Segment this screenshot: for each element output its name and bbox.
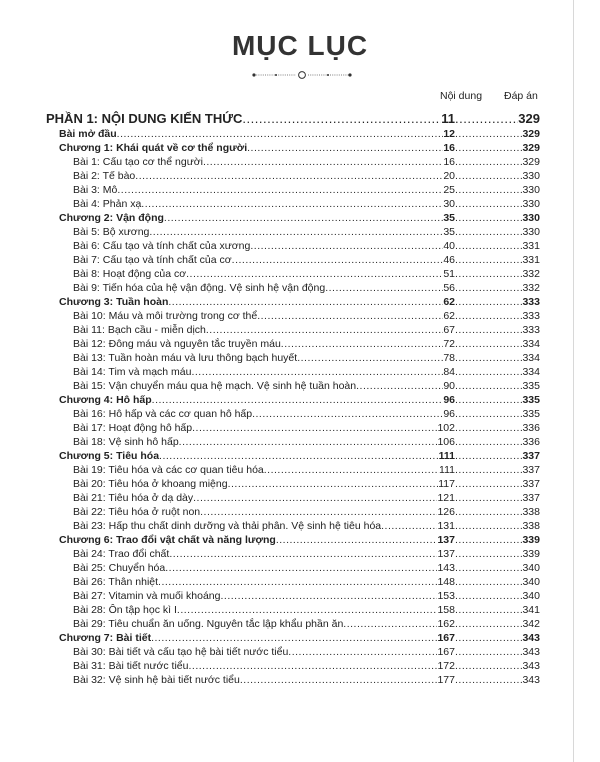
entry-answer-page: 343 [522, 674, 540, 686]
entry-title: Bài 8: Hoạt động của cơ [73, 268, 187, 280]
dot-leader [281, 337, 444, 351]
dot-leader [228, 477, 439, 491]
toc-entry[interactable] [46, 323, 540, 337]
entry-answer-page: 340 [522, 576, 540, 588]
dot-leader [455, 421, 522, 435]
dot-leader [149, 225, 443, 239]
entry-page: 16 [443, 156, 455, 168]
entry-page: 177 [437, 674, 455, 686]
entry-answer-page: 336 [522, 422, 540, 434]
entry-title: Bài 20: Tiêu hóa ở khoang miệng [73, 478, 228, 490]
dot-leader [455, 225, 522, 239]
entry-title: Bài 4: Phản xạ [73, 198, 142, 210]
entry-page: 35 [443, 212, 455, 224]
entry-page: 51 [443, 268, 455, 280]
column-header-content: Nội dung [440, 90, 483, 102]
dot-leader [455, 407, 522, 421]
toc-entry[interactable] [46, 505, 540, 519]
entry-page: 72 [443, 338, 455, 350]
entry-answer-page: 339 [522, 534, 540, 546]
dot-leader [247, 141, 443, 155]
entry-page: 16 [443, 142, 455, 154]
toc-entry[interactable] [46, 463, 540, 477]
entry-answer-page: 332 [522, 282, 540, 294]
entry-answer-page: 334 [522, 338, 540, 350]
dot-leader [158, 575, 437, 589]
entry-page: 30 [443, 198, 455, 210]
toc-entry[interactable] [46, 533, 540, 547]
entry-answer-page: 333 [522, 296, 540, 308]
dot-leader [455, 645, 522, 659]
dot-leader [193, 491, 437, 505]
dot-leader [455, 589, 522, 603]
toc-entry[interactable] [46, 603, 540, 617]
dot-leader [151, 631, 437, 645]
entry-answer-page: 339 [522, 548, 540, 560]
entry-page: 11 [441, 111, 455, 126]
dot-leader [186, 267, 443, 281]
dot-leader [455, 491, 522, 505]
toc-entry[interactable] [46, 267, 540, 281]
entry-page: 84 [443, 366, 455, 378]
dot-leader [164, 211, 443, 225]
entry-page: 143 [437, 562, 455, 574]
entry-answer-page: 335 [522, 380, 540, 392]
entry-answer-page: 338 [522, 520, 540, 532]
entry-title: Chương 6: Trao đổi vật chất và năng lượng [59, 534, 276, 546]
toc-entry[interactable] [46, 253, 540, 267]
toc-entry[interactable] [46, 617, 540, 631]
toc-entry[interactable] [46, 155, 540, 169]
dot-leader [177, 603, 438, 617]
entry-title: Bài 11: Bạch cầu - miễn dịch [73, 324, 206, 336]
entry-page: 90 [443, 380, 455, 392]
entry-answer-page: 330 [522, 198, 540, 210]
dot-leader [455, 463, 522, 477]
dot-leader [381, 519, 437, 533]
toc-entry[interactable] [46, 281, 540, 295]
entry-title: Bài 2: Tế bào [73, 170, 136, 182]
toc-entry[interactable] [46, 239, 540, 253]
dot-leader [159, 449, 439, 463]
dot-leader [455, 561, 522, 575]
entry-page: 40 [443, 240, 455, 252]
toc-entry[interactable] [46, 141, 540, 155]
toc-entry[interactable] [46, 351, 540, 365]
entry-answer-page: 330 [522, 212, 540, 224]
entry-page: 56 [443, 282, 455, 294]
entry-title: Bài 15: Vận chuyển máu qua hệ mạch. Vệ sinh hệ tuần hoàn [73, 380, 357, 392]
dot-leader [297, 351, 443, 365]
toc-entry[interactable] [46, 491, 540, 505]
entry-title: Bài 6: Cấu tạo và tính chất của xương [73, 240, 251, 252]
dot-leader [200, 505, 437, 519]
entry-answer-page: 337 [522, 450, 540, 462]
entry-title: Chương 4: Hô hấp [59, 394, 152, 406]
dot-leader [455, 351, 522, 365]
entry-answer-page: 331 [522, 240, 540, 252]
entry-answer-page: 343 [522, 660, 540, 672]
entry-page: 111 [438, 450, 455, 462]
entry-title: Bài 14: Tim và mạch máu [73, 366, 192, 378]
entry-title: Chương 1: Khái quát về cơ thể người [59, 142, 248, 154]
entry-title: Chương 3: Tuần hoàn [59, 296, 169, 308]
dot-leader [169, 547, 437, 561]
toc-entry[interactable] [46, 183, 540, 197]
toc-entry[interactable] [46, 659, 540, 673]
dot-leader [356, 379, 443, 393]
entry-title: Bài 19: Tiêu hóa và các cơ quan tiêu hóa [73, 464, 264, 476]
entry-title: Bài 22: Tiêu hóa ở ruột non [73, 506, 201, 518]
entry-title: Bài 3: Mô [73, 184, 118, 196]
toc-entry[interactable] [46, 365, 540, 379]
entry-page: 172 [437, 660, 455, 672]
toc-entry[interactable] [46, 673, 540, 687]
toc-entry[interactable] [46, 295, 540, 309]
entry-answer-page: 333 [522, 324, 540, 336]
entry-answer-page: 334 [522, 352, 540, 364]
entry-title: Bài 21: Tiêu hóa ở dạ dày [73, 492, 194, 504]
entry-title: Bài 28: Ôn tập học kì I [73, 604, 177, 616]
dot-leader [455, 477, 522, 491]
dot-leader [252, 407, 443, 421]
dot-leader [455, 365, 522, 379]
entry-page: 167 [437, 646, 455, 658]
dot-leader [455, 505, 522, 519]
entry-title: Bài 23: Hấp thu chất dinh dưỡng và thải phân. Vệ sinh hệ tiêu hóa [73, 520, 382, 532]
dot-leader [455, 141, 522, 155]
toc-entry[interactable] [46, 547, 540, 561]
dot-leader [242, 110, 441, 127]
dot-leader [455, 211, 522, 225]
dot-leader [455, 547, 522, 561]
toc-entry[interactable] [46, 127, 540, 141]
entry-title: Bài 25: Chuyển hóa [73, 562, 166, 574]
entry-answer-page: 343 [522, 632, 540, 644]
dot-leader [455, 449, 522, 463]
entry-answer-page: 336 [522, 436, 540, 448]
dot-leader [288, 645, 437, 659]
dot-leader [455, 603, 522, 617]
entry-page: 67 [443, 324, 455, 336]
entry-title: Bài 9: Tiến hóa của hệ vận động. Vệ sinh hệ vận động [73, 282, 326, 294]
dot-leader [179, 435, 438, 449]
dot-leader [455, 110, 518, 127]
entry-page: 153 [437, 590, 455, 602]
dot-leader [455, 617, 522, 631]
dot-leader [455, 519, 522, 533]
entry-page: 126 [437, 506, 455, 518]
entry-answer-page: 329 [522, 128, 540, 140]
entry-answer-page: 330 [522, 184, 540, 196]
entry-page: 35 [443, 226, 455, 238]
entry-answer-page: 332 [522, 268, 540, 280]
entry-page: 20 [443, 170, 455, 182]
toc-entry[interactable] [46, 407, 540, 421]
entry-title: Chương 2: Vận động [59, 212, 164, 224]
page-title: MỤC LỤC [231, 30, 369, 61]
entry-page: 137 [437, 548, 455, 560]
dot-leader [264, 463, 439, 477]
dot-leader [343, 617, 437, 631]
toc-entry[interactable] [46, 337, 540, 351]
dot-leader [455, 239, 522, 253]
dot-leader [232, 253, 444, 267]
entry-title: Bài 26: Thân nhiệt [73, 576, 159, 588]
dot-leader [325, 281, 443, 295]
entry-title: Chương 7: Bài tiết [59, 632, 152, 644]
entry-page: 96 [443, 394, 455, 406]
toc-entry[interactable] [46, 169, 540, 183]
dot-leader [203, 155, 443, 169]
dot-leader [455, 281, 522, 295]
dot-leader [135, 169, 443, 183]
dot-leader [192, 421, 437, 435]
entry-title: Bài 5: Bộ xương [73, 226, 150, 238]
entry-title: Bài 7: Cấu tạo và tính chất của cơ [73, 254, 232, 266]
entry-title: Bài 12: Đông máu và nguyên tắc truyền máu [73, 338, 281, 350]
entry-answer-page: 341 [522, 604, 540, 616]
entry-page: 117 [438, 478, 455, 490]
column-header-answers: Đáp án [504, 90, 538, 102]
entry-title: Bài 1: Cấu tạo cơ thể người [73, 156, 203, 168]
dot-leader [117, 183, 443, 197]
dot-leader [455, 197, 522, 211]
dot-leader [455, 631, 522, 645]
entry-title: Bài 13: Tuần hoàn máu và lưu thông bạch huyết [73, 352, 298, 364]
dot-leader [188, 659, 437, 673]
toc-entry[interactable] [46, 421, 540, 435]
dot-leader [191, 365, 443, 379]
entry-page: 102 [437, 422, 455, 434]
entry-page: 158 [437, 604, 455, 616]
entry-title: Bài 17: Hoạt động hô hấp [73, 422, 193, 434]
entry-answer-page: 334 [522, 366, 540, 378]
dot-leader [206, 323, 443, 337]
entry-title: Bài 10: Máu và môi trường trong cơ thể [73, 310, 258, 322]
entry-title: Bài 24: Trao đổi chất [73, 548, 170, 560]
entry-page: 137 [437, 534, 455, 546]
dot-leader [455, 253, 522, 267]
entry-page: 62 [443, 296, 455, 308]
toc-entry[interactable] [46, 631, 540, 645]
dot-leader [117, 127, 444, 141]
page-edge-divider [573, 0, 574, 762]
entry-title: Bài 18: Vệ sinh hô hấp [73, 436, 179, 448]
toc-entry[interactable] [46, 435, 540, 449]
dot-leader [455, 393, 522, 407]
title-ornament [252, 70, 352, 80]
dot-leader [455, 379, 522, 393]
dot-leader [152, 393, 444, 407]
entry-title: Chương 5: Tiêu hóa [59, 450, 160, 462]
entry-answer-page: 343 [522, 646, 540, 658]
dot-leader [257, 309, 443, 323]
entry-page: 96 [443, 408, 455, 420]
toc-entry[interactable] [46, 449, 540, 463]
entry-page: 12 [443, 128, 455, 140]
toc-entry[interactable] [46, 225, 540, 239]
entry-page: 162 [437, 618, 455, 630]
dot-leader [455, 183, 522, 197]
entry-answer-page: 335 [522, 394, 540, 406]
entry-page: 167 [437, 632, 455, 644]
dot-leader [240, 673, 438, 687]
entry-title: Bài 31: Bài tiết nước tiểu [73, 660, 189, 672]
dot-leader [455, 659, 522, 673]
dot-leader [141, 197, 443, 211]
entry-title: PHẦN 1: NỘI DUNG KIẾN THỨC [46, 111, 243, 126]
dot-leader [455, 127, 522, 141]
toc-entry[interactable] [46, 211, 540, 225]
entry-title: Bài mở đầu [59, 128, 117, 140]
entry-answer-page: 337 [522, 464, 540, 476]
toc-entry[interactable] [46, 589, 540, 603]
toc-entry[interactable] [46, 393, 540, 407]
dot-leader [455, 267, 522, 281]
entry-title: Bài 29: Tiêu chuẩn ăn uống. Nguyên tắc lập khẩu phần ăn [73, 618, 344, 630]
toc-entry[interactable] [46, 519, 540, 533]
entry-answer-page: 333 [522, 310, 540, 322]
toc-entry[interactable] [46, 309, 540, 323]
dot-leader [250, 239, 443, 253]
table-of-contents [46, 110, 540, 687]
dot-leader [165, 561, 437, 575]
entry-answer-page: 329 [518, 111, 540, 126]
toc-entry[interactable] [46, 575, 540, 589]
entry-answer-page: 338 [522, 506, 540, 518]
entry-page: 62 [443, 310, 455, 322]
entry-answer-page: 335 [522, 408, 540, 420]
entry-page: 46 [443, 254, 455, 266]
dot-leader [455, 575, 522, 589]
dot-leader [455, 309, 522, 323]
entry-answer-page: 337 [522, 492, 540, 504]
dot-leader [455, 337, 522, 351]
entry-answer-page: 337 [522, 478, 540, 490]
dot-leader [455, 169, 522, 183]
entry-answer-page: 330 [522, 170, 540, 182]
entry-title: Bài 32: Vệ sinh hệ bài tiết nước tiểu [73, 674, 240, 686]
dot-leader [455, 323, 522, 337]
entry-answer-page: 331 [522, 254, 540, 266]
toc-entry[interactable] [46, 645, 540, 659]
entry-title: Bài 30: Bài tiết và cấu tạo hệ bài tiết nước tiểu [73, 646, 289, 658]
toc-entry[interactable] [46, 379, 540, 393]
entry-page: 25 [443, 184, 455, 196]
entry-answer-page: 340 [522, 590, 540, 602]
dot-leader [455, 673, 522, 687]
entry-title: Bài 27: Vitamin và muối khoáng [73, 590, 221, 602]
entry-page: 121 [437, 492, 455, 504]
dot-leader [455, 435, 522, 449]
entry-title: Bài 16: Hô hấp và các cơ quan hô hấp [73, 408, 253, 420]
dot-leader [276, 533, 438, 547]
entry-answer-page: 340 [522, 562, 540, 574]
dot-leader [168, 295, 443, 309]
entry-page: 131 [437, 520, 455, 532]
entry-page: 78 [443, 352, 455, 364]
dot-leader [455, 533, 522, 547]
entry-page: 106 [437, 436, 455, 448]
toc-entry[interactable] [46, 197, 540, 211]
dot-leader [455, 155, 522, 169]
entry-page: 148 [437, 576, 455, 588]
dot-leader [220, 589, 437, 603]
entry-answer-page: 330 [522, 226, 540, 238]
toc-entry[interactable] [46, 477, 540, 491]
entry-answer-page: 342 [522, 618, 540, 630]
toc-entry[interactable] [46, 561, 540, 575]
entry-answer-page: 329 [522, 156, 540, 168]
entry-answer-page: 329 [522, 142, 540, 154]
dot-leader [455, 295, 522, 309]
entry-page: 111 [439, 464, 455, 476]
toc-entry[interactable] [46, 110, 540, 127]
